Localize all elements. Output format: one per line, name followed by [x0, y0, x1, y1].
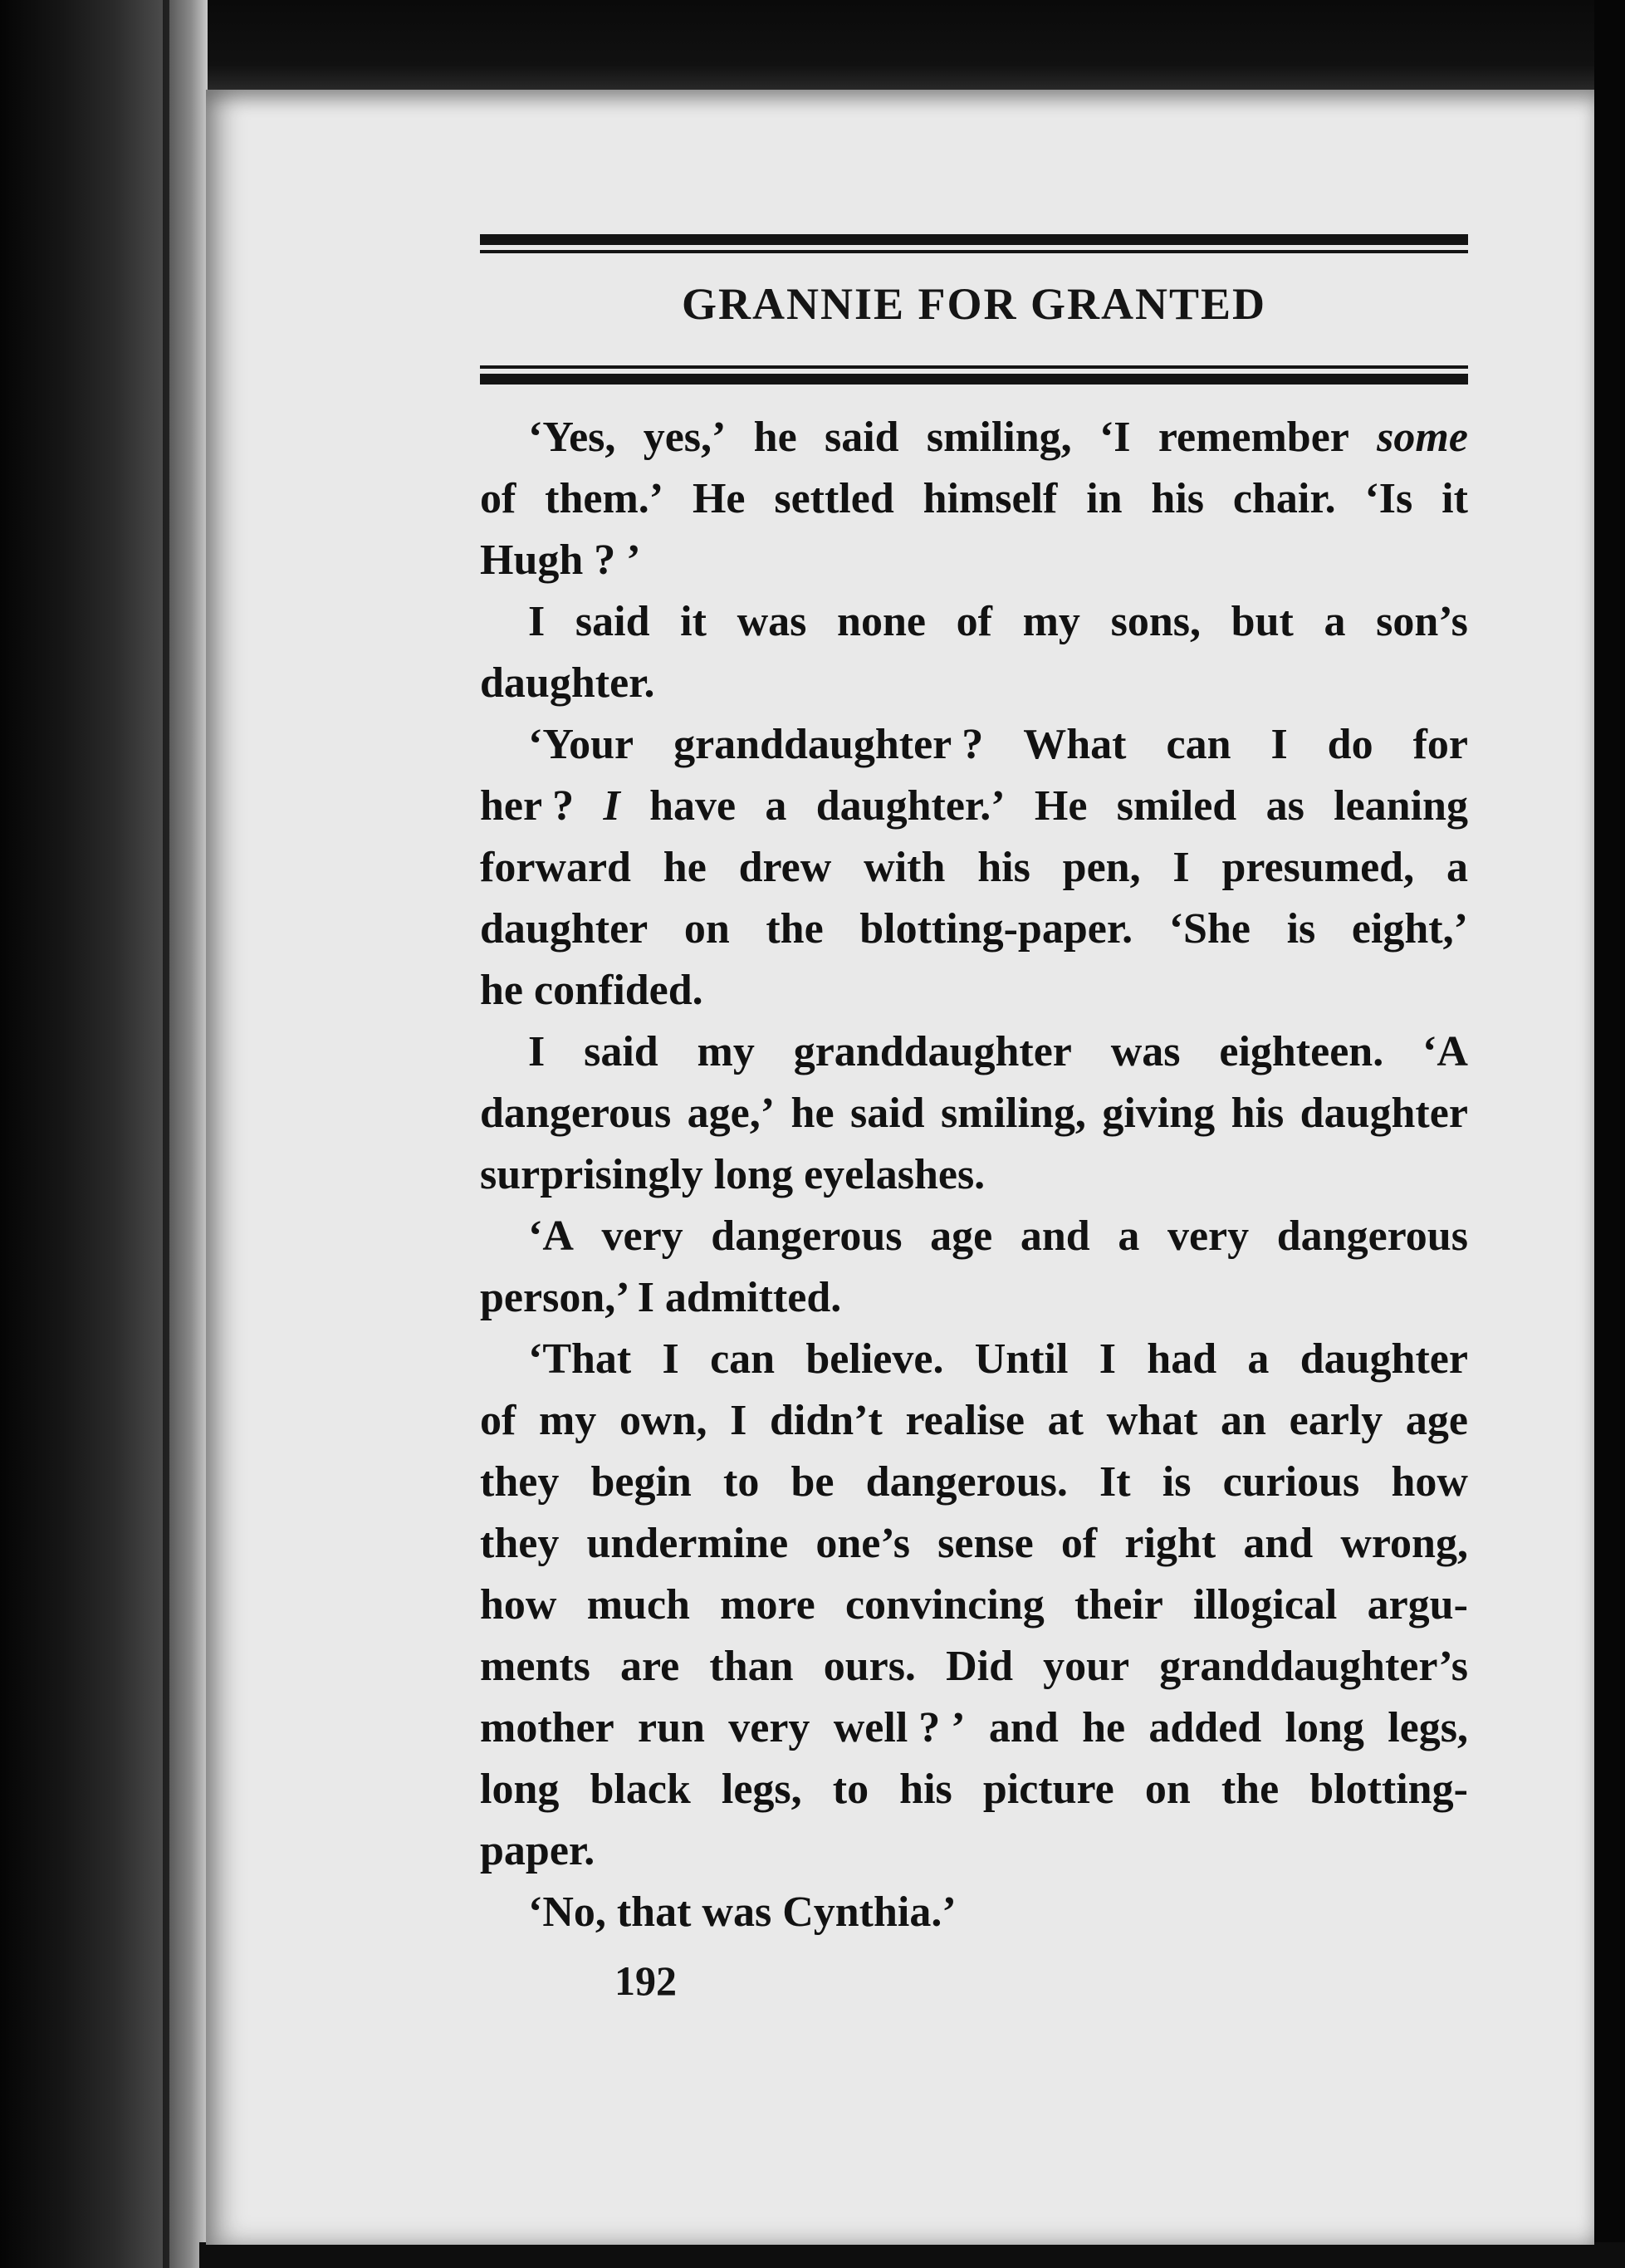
word: an	[1221, 1397, 1266, 1444]
word: your	[1043, 1643, 1130, 1690]
word: what	[1106, 1397, 1198, 1444]
word: person,’ I admitted.	[480, 1274, 842, 1321]
word: picture	[982, 1766, 1114, 1813]
word: mother	[480, 1704, 614, 1751]
word: son’s	[1376, 598, 1468, 645]
word: to	[723, 1458, 760, 1506]
word: ‘Yes,	[528, 414, 616, 461]
word: are	[620, 1643, 680, 1690]
word: undermine	[586, 1520, 789, 1567]
word: I	[662, 1335, 679, 1383]
word: to	[832, 1766, 869, 1813]
word: dangerous	[711, 1212, 903, 1260]
word: argu-	[1367, 1581, 1468, 1629]
word: more	[720, 1581, 815, 1629]
word: chair.	[1232, 475, 1336, 522]
word: Hugh ? ’	[480, 536, 641, 584]
word: but	[1231, 598, 1294, 645]
word: of	[480, 475, 516, 522]
word: dangerous	[480, 1090, 672, 1137]
text-line	[480, 1329, 1468, 1390]
word: it	[1441, 475, 1468, 522]
word: my	[1022, 598, 1080, 645]
word: blotting-	[1309, 1766, 1468, 1813]
word: he	[1082, 1704, 1126, 1751]
word: illogical	[1193, 1581, 1338, 1629]
text-line	[480, 591, 1468, 653]
text-line	[480, 1820, 1468, 1882]
scan-bottom-edge	[199, 2242, 1625, 2268]
word: how	[480, 1581, 557, 1629]
page-number: 192	[614, 1957, 677, 2004]
text-line	[480, 1452, 1468, 1513]
word: What	[1023, 721, 1127, 768]
word: daughter	[1300, 1335, 1468, 1383]
word: Did	[946, 1643, 1013, 1690]
word: is	[1162, 1458, 1192, 1506]
word: settled	[774, 475, 894, 522]
word: himself	[923, 475, 1058, 522]
word: presumed,	[1221, 844, 1415, 891]
word: at	[1047, 1397, 1084, 1444]
word: had	[1147, 1335, 1217, 1383]
text-line	[480, 407, 1468, 468]
word: and	[988, 1704, 1059, 1751]
word: can	[710, 1335, 776, 1383]
word: said	[575, 598, 650, 645]
word: of	[480, 1397, 516, 1444]
word: long	[1285, 1704, 1364, 1751]
text-line	[480, 1083, 1468, 1144]
word: smiling,	[926, 414, 1072, 461]
word: It	[1099, 1458, 1131, 1506]
word: them.’	[545, 475, 664, 522]
word: ours.	[823, 1643, 916, 1690]
word: I	[1172, 844, 1190, 891]
header-rule-thick	[480, 234, 1468, 245]
text-line	[480, 1882, 1468, 1943]
text-line	[480, 899, 1468, 960]
word: of	[1060, 1520, 1098, 1567]
word: said	[824, 414, 899, 461]
word: he	[663, 844, 707, 891]
word: granddaughter’s	[1159, 1643, 1468, 1690]
word: can	[1166, 721, 1231, 768]
word: ‘That	[528, 1335, 632, 1383]
word: for	[1412, 721, 1468, 768]
text-line	[480, 776, 1468, 837]
word: do	[1327, 721, 1373, 768]
word: age,’	[687, 1090, 776, 1137]
word: He	[692, 475, 746, 522]
word: a	[765, 782, 787, 830]
word: Until	[974, 1335, 1069, 1383]
word: believe.	[805, 1335, 944, 1383]
text-line	[480, 1267, 1468, 1329]
word: I	[1099, 1335, 1116, 1383]
word: in	[1086, 475, 1123, 522]
word: they	[480, 1520, 560, 1567]
word: drew	[738, 844, 832, 891]
word: age	[930, 1212, 993, 1260]
word: realise	[905, 1397, 1025, 1444]
text-line	[480, 1636, 1468, 1697]
text-line	[480, 714, 1468, 776]
word: daughter	[480, 905, 649, 953]
scan-top-edge	[199, 0, 1625, 93]
word: ments	[480, 1643, 590, 1690]
word: wrong,	[1340, 1520, 1468, 1567]
word: a	[1118, 1212, 1140, 1260]
word: ‘Is	[1364, 475, 1413, 522]
word: said	[584, 1028, 658, 1075]
word: my	[697, 1028, 755, 1075]
word: smiled	[1116, 782, 1237, 830]
word: very	[728, 1704, 810, 1751]
word: paper.	[480, 1827, 595, 1874]
word: very	[601, 1212, 683, 1260]
word: my	[538, 1397, 597, 1444]
word: his	[1231, 1090, 1285, 1137]
word: a	[1324, 598, 1346, 645]
word: on	[1144, 1766, 1191, 1813]
word: as	[1265, 782, 1304, 830]
word: daughter.’	[815, 782, 1006, 830]
text-line	[480, 1697, 1468, 1759]
text-line	[480, 1575, 1468, 1636]
word: didn’t	[770, 1397, 883, 1444]
book-binding-edge	[0, 0, 208, 2268]
word: surprisingly long eyelashes.	[480, 1151, 986, 1198]
word: ‘She	[1168, 905, 1251, 953]
word: curious	[1222, 1458, 1360, 1506]
word: eighteen.	[1219, 1028, 1384, 1075]
word: I	[528, 598, 546, 645]
text-line	[480, 530, 1468, 591]
running-head: GRANNIE FOR GRANTED	[681, 279, 1267, 329]
word: blotting-paper.	[859, 905, 1133, 953]
word: their	[1074, 1581, 1163, 1629]
word: a	[1446, 844, 1468, 891]
word: added	[1148, 1704, 1262, 1751]
text-line	[480, 1144, 1468, 1206]
word: have	[649, 782, 737, 830]
word: her ?	[480, 782, 575, 830]
word: said	[849, 1090, 925, 1137]
word: smiling,	[941, 1090, 1086, 1137]
word: how	[1391, 1458, 1468, 1506]
word: a	[1247, 1335, 1270, 1383]
word: forward	[480, 844, 631, 891]
text-line	[480, 960, 1468, 1021]
word: I	[730, 1397, 747, 1444]
word: of	[956, 598, 992, 645]
word: granddaughter	[793, 1028, 1072, 1075]
word: none	[837, 598, 926, 645]
word: is	[1286, 905, 1316, 953]
word: begin	[590, 1458, 692, 1506]
word: very	[1167, 1212, 1250, 1260]
header-rule-thick	[480, 374, 1468, 385]
word: ‘I	[1099, 414, 1131, 461]
word: be	[790, 1458, 835, 1506]
word: ‘Your	[528, 721, 634, 768]
word: remember	[1158, 414, 1349, 461]
word: than	[709, 1643, 794, 1690]
word: legs,	[1388, 1704, 1468, 1751]
word: he	[753, 414, 797, 461]
word: with	[864, 844, 946, 891]
word: daughter	[1300, 1090, 1468, 1137]
word: giving	[1102, 1090, 1216, 1137]
text-line	[480, 1021, 1468, 1083]
word: his	[1151, 475, 1205, 522]
word: he confided.	[480, 967, 703, 1014]
word: own,	[619, 1397, 707, 1444]
word: ‘No, that was Cynthia.’	[528, 1888, 957, 1936]
word: convincing	[844, 1581, 1045, 1629]
text-line	[480, 1513, 1468, 1575]
word: right	[1124, 1520, 1216, 1567]
word: some	[1377, 414, 1468, 461]
word: his	[977, 844, 1030, 891]
word: was	[737, 598, 807, 645]
word: on	[683, 905, 730, 953]
word: was	[1110, 1028, 1181, 1075]
text-line	[480, 1759, 1468, 1820]
word: leaning	[1334, 782, 1468, 830]
word: much	[586, 1581, 690, 1629]
body-text	[480, 407, 1468, 1943]
word: I	[1270, 721, 1288, 768]
word: black	[590, 1766, 691, 1813]
word: it	[680, 598, 707, 645]
word: yes,’	[643, 414, 727, 461]
word: He	[1034, 782, 1088, 830]
word: well ? ’	[833, 1704, 966, 1751]
word: legs,	[721, 1766, 802, 1813]
text-line	[480, 1206, 1468, 1267]
word: and	[1020, 1212, 1090, 1260]
word: granddaughter ?	[673, 721, 984, 768]
header-rule-thin	[480, 250, 1468, 253]
word: run	[638, 1704, 705, 1751]
header-rule-bottom	[480, 365, 1468, 385]
word: he	[790, 1090, 835, 1137]
word: age	[1405, 1397, 1468, 1444]
word: ‘A	[1422, 1028, 1468, 1075]
word: the	[766, 905, 824, 953]
word: one’s	[815, 1520, 910, 1567]
text-line	[480, 468, 1468, 530]
word: ‘A	[528, 1212, 574, 1260]
text-line	[480, 653, 1468, 714]
word: daughter.	[480, 659, 655, 707]
word: the	[1221, 1766, 1280, 1813]
word: I	[528, 1028, 546, 1075]
word: pen,	[1062, 844, 1141, 891]
word: dangerous.	[865, 1458, 1068, 1506]
word: they	[480, 1458, 560, 1506]
word: early	[1289, 1397, 1383, 1444]
word: I	[603, 782, 620, 830]
word: sense	[937, 1520, 1034, 1567]
header-rule-top	[480, 234, 1468, 253]
header-rule-thin	[480, 365, 1468, 369]
word: eight,’	[1351, 905, 1468, 953]
word: long	[480, 1766, 560, 1813]
word: sons,	[1110, 598, 1201, 645]
word: and	[1243, 1520, 1314, 1567]
word: his	[899, 1766, 952, 1813]
text-line	[480, 837, 1468, 899]
text-line	[480, 1390, 1468, 1452]
word: dangerous	[1276, 1212, 1468, 1260]
scan-right-edge	[1594, 0, 1625, 2268]
